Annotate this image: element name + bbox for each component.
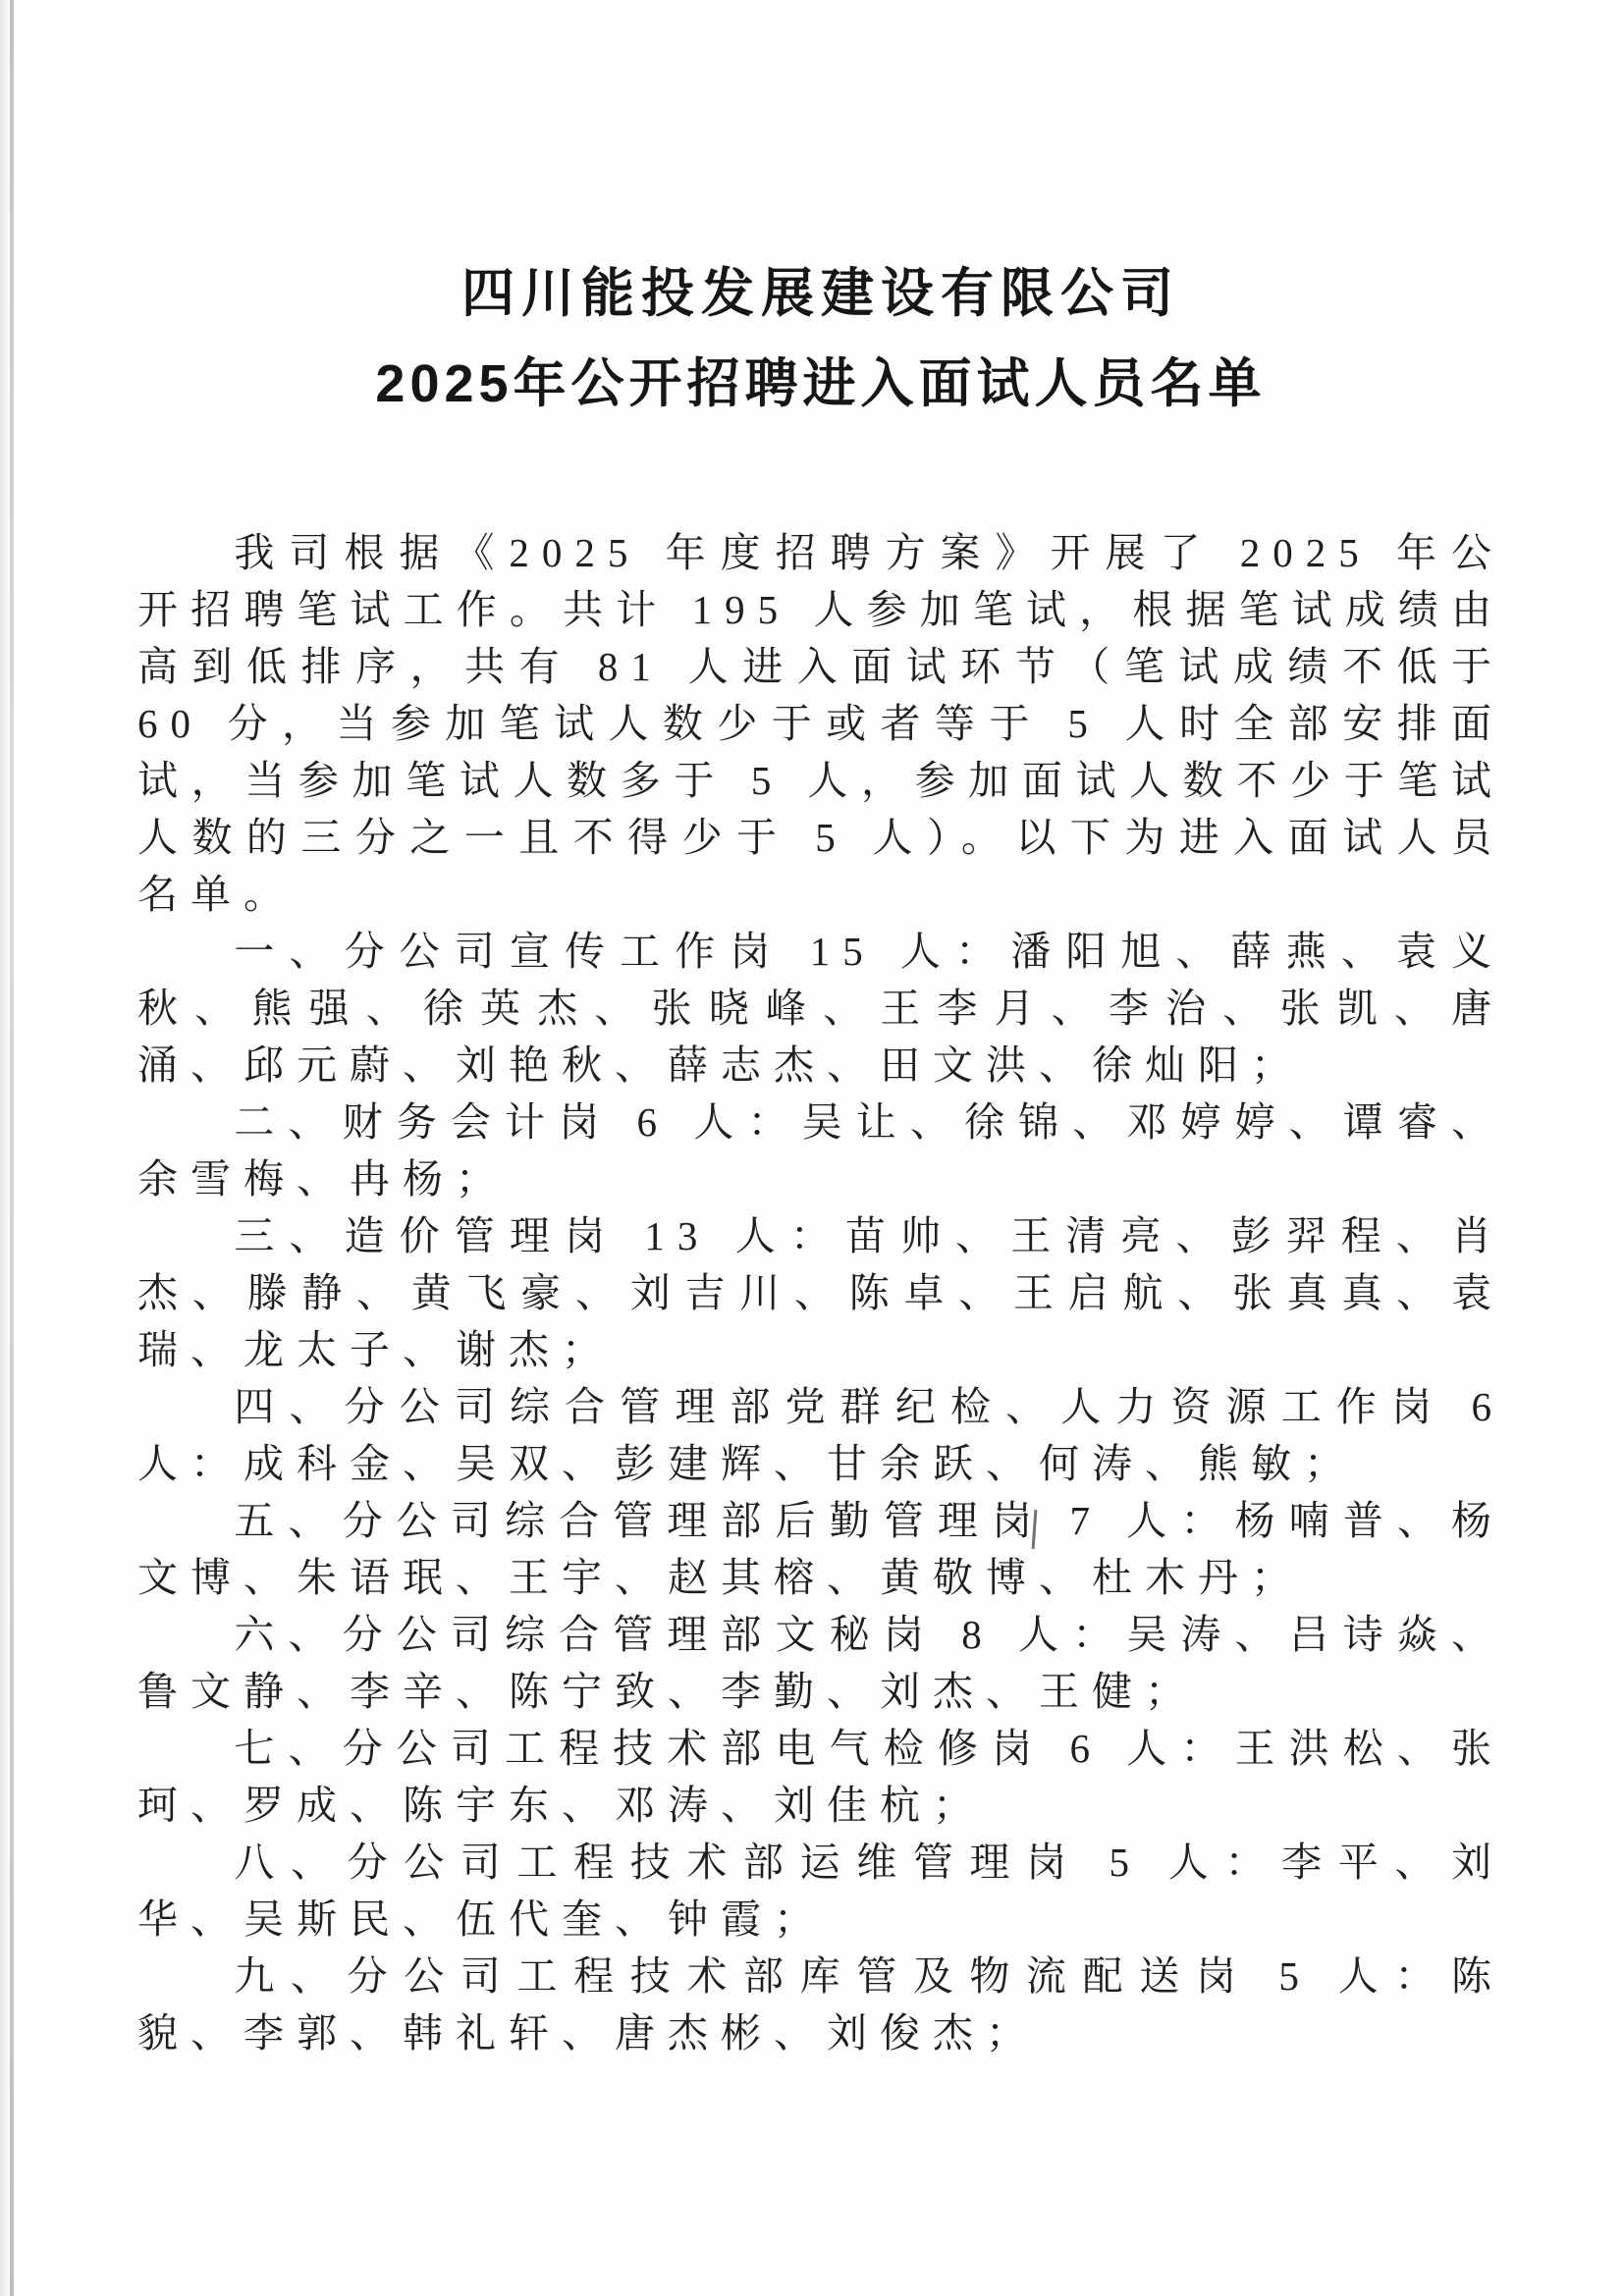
section-9-warehouse-logistics-post: 九、分公司工程技术部库管及物流配送岗 5 人：陈貌、李郭、韩礼轩、唐杰彬、刘俊杰；	[137, 1953, 1504, 2056]
intro-paragraph: 我司根据《2025 年度招聘方案》开展了 2025 年公开招聘笔试工作。共计 195 人参加笔试，根据笔试成绩由高到低排序，共有 81 人进入面试环节（笔试成绩不低于 60 分，当参加笔试人数少于或者等于 5 人时全部安排面试，当参加笔试人数多于 5 人，参加面试人数不少于笔试人数的三分之一且不得少于 5 人）。以下为进入面试人员名单。	[137, 530, 1504, 917]
section-5-logistics-management-post: 五、分公司综合管理部后勤管理岗 7 人：杨喃普、杨文博、朱语珉、王宇、赵其榕、黄敬博、杜木丹；	[137, 1498, 1504, 1600]
document-body	[137, 524, 1504, 2061]
document-title-subject: 2025年公开招聘进入面试人员名单	[375, 354, 1267, 413]
section-2-finance-accounting-post: 二、财务会计岗 6 人：吴让、徐锦、邓婷婷、谭睿、余雪梅、冉杨；	[137, 1099, 1504, 1201]
section-6-secretarial-post: 六、分公司综合管理部文秘岗 8 人：吴涛、吕诗焱、鲁文静、李辛、陈宁致、李勤、刘杰、王健；	[137, 1612, 1504, 1714]
section-7-electrical-maintenance-post: 七、分公司工程技术部电气检修岗 6 人：王洪松、张珂、罗成、陈宇东、邓涛、刘佳杭；	[137, 1726, 1504, 1828]
document-content	[137, 0, 1504, 2061]
section-4-party-discipline-hr-post: 四、分公司综合管理部党群纪检、人力资源工作岗 6 人：成科金、吴双、彭建辉、甘余跃、何涛、熊敏；	[137, 1384, 1504, 1486]
scan-left-shadow-artifact	[0, 0, 10, 2296]
section-8-operation-maintenance-post: 八、分公司工程技术部运维管理岗 5 人：李平、刘华、吴斯民、伍代奎、钟霞；	[137, 1840, 1504, 1942]
document-title-company: 四川能投发展建设有限公司	[461, 264, 1180, 323]
section-1-publicity-post: 一、分公司宣传工作岗 15 人：潘阳旭、薛燕、袁义秋、熊强、徐英杰、张晓峰、王李月、李治、张凯、唐涌、邱元蔚、刘艳秋、薛志杰、田文洪、徐灿阳；	[137, 929, 1504, 1088]
section-3-cost-management-post: 三、造价管理岗 13 人：苗帅、王清亮、彭羿程、肖杰、滕静、黄飞豪、刘吉川、陈卓、王启航、张真真、袁瑞、龙太子、谢杰；	[137, 1213, 1504, 1372]
scan-edge-line-artifact	[10, 0, 14, 2296]
